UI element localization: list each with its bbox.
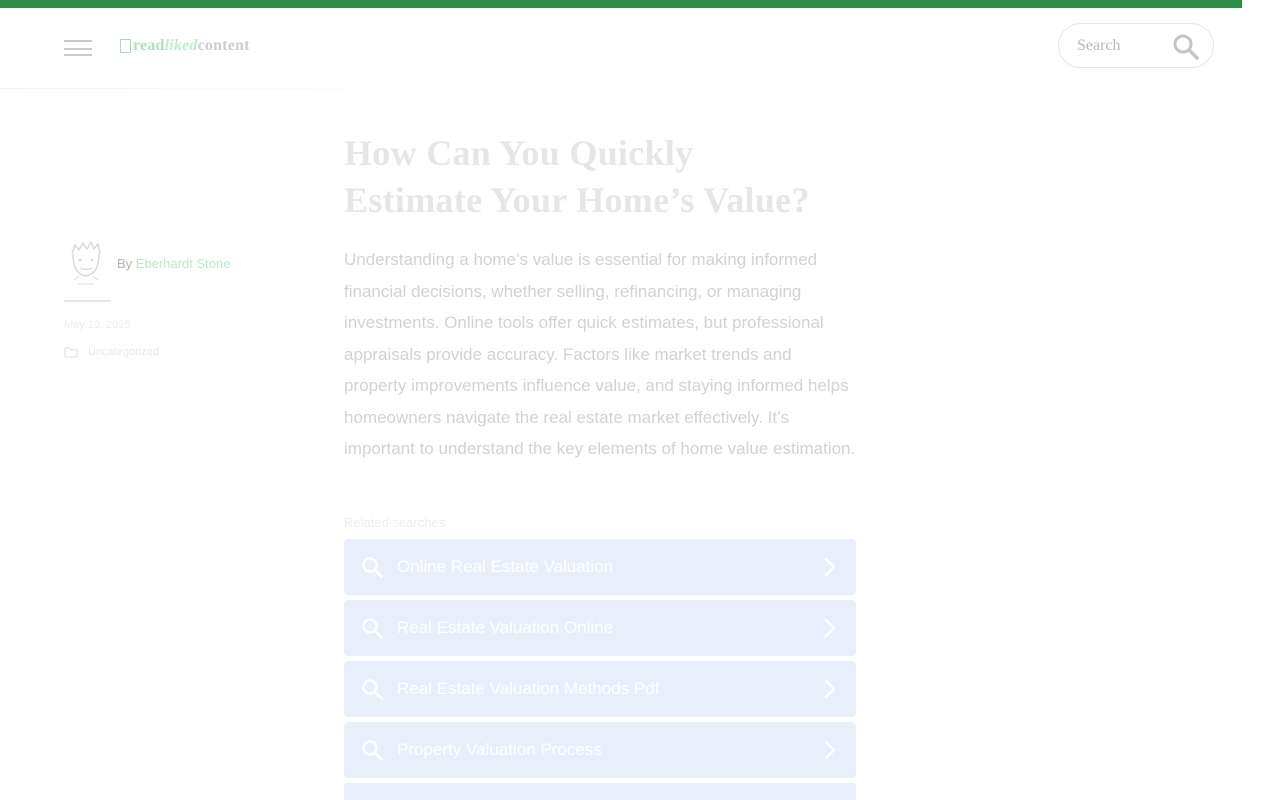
related-search-label: Property Valuation Process <box>397 740 602 759</box>
search-icon <box>360 555 384 579</box>
hamburger-icon-line-3 <box>64 54 92 56</box>
author-byline <box>117 256 230 271</box>
avatar[interactable] <box>64 240 108 286</box>
author-divider <box>64 300 111 302</box>
menu-button[interactable] <box>64 40 92 58</box>
site-header <box>0 8 1242 88</box>
search-box <box>1058 23 1214 68</box>
chevron-right-icon <box>822 556 838 578</box>
hamburger-icon-line-2 <box>64 48 92 50</box>
related-search-item[interactable] <box>344 600 856 656</box>
chevron-right-icon <box>822 678 838 700</box>
logo-text-read: read <box>133 37 165 54</box>
folder-icon <box>64 345 78 359</box>
article-intro: Understanding a home’s value is essential for making informed financial decisions, whether selling, refinancing, or managing investments. Online tools offer quick estimates, but professional appraisals provide accuracy. Factors like market trends and property improvements influence value, and staying informed helps homeowners navigate the real estate market effectively. It’s important to understand the key elements of home value estimation. <box>344 250 856 458</box>
article <box>344 130 856 465</box>
site-logo[interactable] <box>120 36 250 56</box>
author-name-link[interactable]: Eberhardt Stone <box>135 256 231 271</box>
logo-mark-icon <box>120 39 131 53</box>
search-input[interactable] <box>1077 34 1167 58</box>
post-category <box>64 345 159 359</box>
article-title-line-2: Estimate Your Home’s Value? <box>344 180 810 220</box>
logo-text-liked: liked <box>164 37 198 54</box>
header-divider <box>0 88 520 89</box>
search-icon <box>360 616 384 640</box>
chevron-right-icon <box>822 617 838 639</box>
logo-text-content: content <box>197 37 250 54</box>
hamburger-icon-line-1 <box>64 40 92 42</box>
search-icon[interactable] <box>1172 33 1200 61</box>
related-search-item-partial[interactable] <box>344 783 856 800</box>
chevron-right-icon <box>822 739 838 761</box>
related-search-label: Real Estate Valuation Methods Pdf <box>397 679 660 698</box>
article-title-line-1: How Can You Quickly <box>344 133 694 173</box>
author-by-label: By <box>117 256 133 271</box>
related-searches-label: Related searches <box>344 515 446 530</box>
related-search-item[interactable] <box>344 539 856 595</box>
article-title <box>344 130 856 224</box>
related-search-label: Online Real Estate Valuation <box>397 557 614 576</box>
search-icon <box>360 677 384 701</box>
related-search-item[interactable] <box>344 722 856 778</box>
category-link[interactable]: Uncategorized <box>88 346 159 358</box>
related-search-label: Real Estate Valuation Online <box>397 618 614 637</box>
related-search-item[interactable] <box>344 661 856 717</box>
top-accent-bar <box>0 0 1242 8</box>
post-date: May 10, 2025 <box>64 319 131 331</box>
search-icon <box>360 738 384 762</box>
